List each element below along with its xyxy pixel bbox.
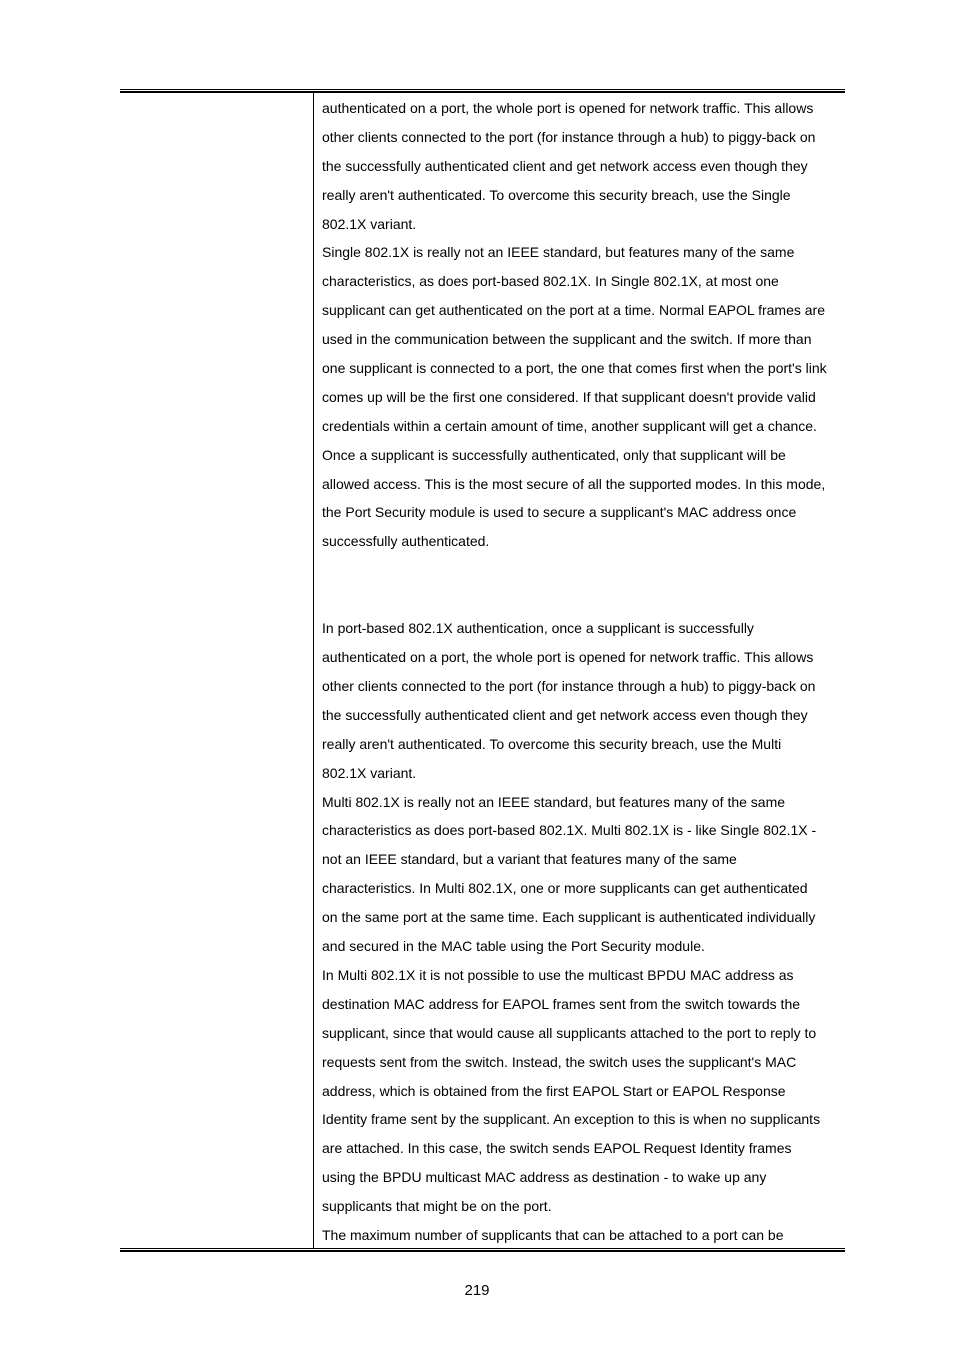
description-line: 802.1X variant. [322, 215, 417, 232]
description-line: not an IEEE standard, but a variant that features many of the same [322, 851, 737, 868]
description-line: successfully authenticated. [322, 533, 490, 550]
description-line: In Multi 802.1X it is not possible to use the multicast BPDU MAC address as [322, 966, 794, 983]
description-line: Identity frame sent by the supplicant. An exception to this is when no supplicants [322, 1111, 821, 1128]
table-bottom-rule [120, 1248, 845, 1252]
description-line: requests sent from the switch. Instead, the switch uses the supplicant's MAC [322, 1053, 797, 1070]
description-line: are attached. In this case, the switch sends EAPOL Request Identity frames [322, 1140, 792, 1157]
page-number: 219 [464, 1282, 490, 1299]
description-cell [322, 94, 842, 1250]
description-line: credentials within a certain amount of time, another supplicant will get a chance. [322, 417, 817, 434]
description-line: used in the communication between the supplicant and the switch. If more than [322, 331, 812, 348]
description-line: the Port Security module is used to secure a supplicant's MAC address once [322, 504, 797, 521]
paragraph-gap [322, 556, 842, 614]
description-paragraph [322, 614, 842, 787]
description-line: one supplicant is connected to a port, the one that comes first when the port's link [322, 360, 827, 377]
description-line: Multi 802.1X is really not an IEEE standard, but features many of the same [322, 793, 786, 810]
description-line: The maximum number of supplicants that can be attached to a port can be [322, 1226, 784, 1243]
description-line: Once a supplicant is successfully authenticated, only that supplicant will be [322, 446, 786, 463]
description-line: other clients connected to the port (for instance through a hub) to piggy-back on [322, 678, 816, 695]
description-line: supplicant, since that would cause all supplicants attached to the port to reply to [322, 1024, 817, 1041]
description-paragraph [322, 961, 842, 1221]
description-line: characteristics. In Multi 802.1X, one or more supplicants can get authenticated [322, 880, 808, 897]
description-paragraph [322, 788, 842, 961]
description-paragraph [322, 238, 842, 556]
description-line: destination MAC address for EAPOL frames sent from the switch towards the [322, 995, 801, 1012]
description-line: characteristics as does port-based 802.1X. Multi 802.1X is - like Single 802.1X - [322, 822, 817, 839]
description-line: characteristics, as does port-based 802.1X. In Single 802.1X, at most one [322, 273, 779, 290]
parameter-cell [120, 93, 313, 1248]
description-line: using the BPDU multicast MAC address as destination - to wake up any [322, 1169, 767, 1186]
description-line: and secured in the MAC table using the Port Security module. [322, 938, 705, 955]
description-line: comes up will be the first one considered. If that supplicant doesn't provide valid [322, 388, 816, 405]
description-line: address, which is obtained from the first EAPOL Start or EAPOL Response [322, 1082, 786, 1099]
description-line: supplicant can get authenticated on the port at a time. Normal EAPOL frames are [322, 302, 825, 319]
description-line: authenticated on a port, the whole port is opened for network traffic. This allows [322, 649, 814, 666]
description-line: other clients connected to the port (for instance through a hub) to piggy-back on [322, 128, 816, 145]
description-paragraph [322, 1221, 842, 1250]
description-line: 802.1X variant. [322, 764, 417, 781]
description-line: the successfully authenticated client and get network access even though they [322, 157, 808, 174]
description-line: really aren't authenticated. To overcome this security breach, use the Multi [322, 735, 782, 752]
description-table [120, 89, 845, 1253]
description-line: really aren't authenticated. To overcome this security breach, use the Single [322, 186, 791, 203]
description-line: authenticated on a port, the whole port is opened for network traffic. This allows [322, 100, 814, 116]
description-line: Single 802.1X is really not an IEEE standard, but features many of the same [322, 244, 795, 261]
column-divider [313, 93, 314, 1248]
description-line: In port-based 802.1X authentication, once a supplicant is successfully [322, 620, 754, 637]
description-line: on the same port at the same time. Each supplicant is authenticated individually [322, 909, 816, 926]
description-paragraph [322, 94, 842, 238]
description-line: supplicants that might be on the port. [322, 1198, 552, 1215]
description-line: allowed access. This is the most secure of all the supported modes. In this mode, [322, 475, 826, 492]
description-line: the successfully authenticated client and get network access even though they [322, 706, 808, 723]
